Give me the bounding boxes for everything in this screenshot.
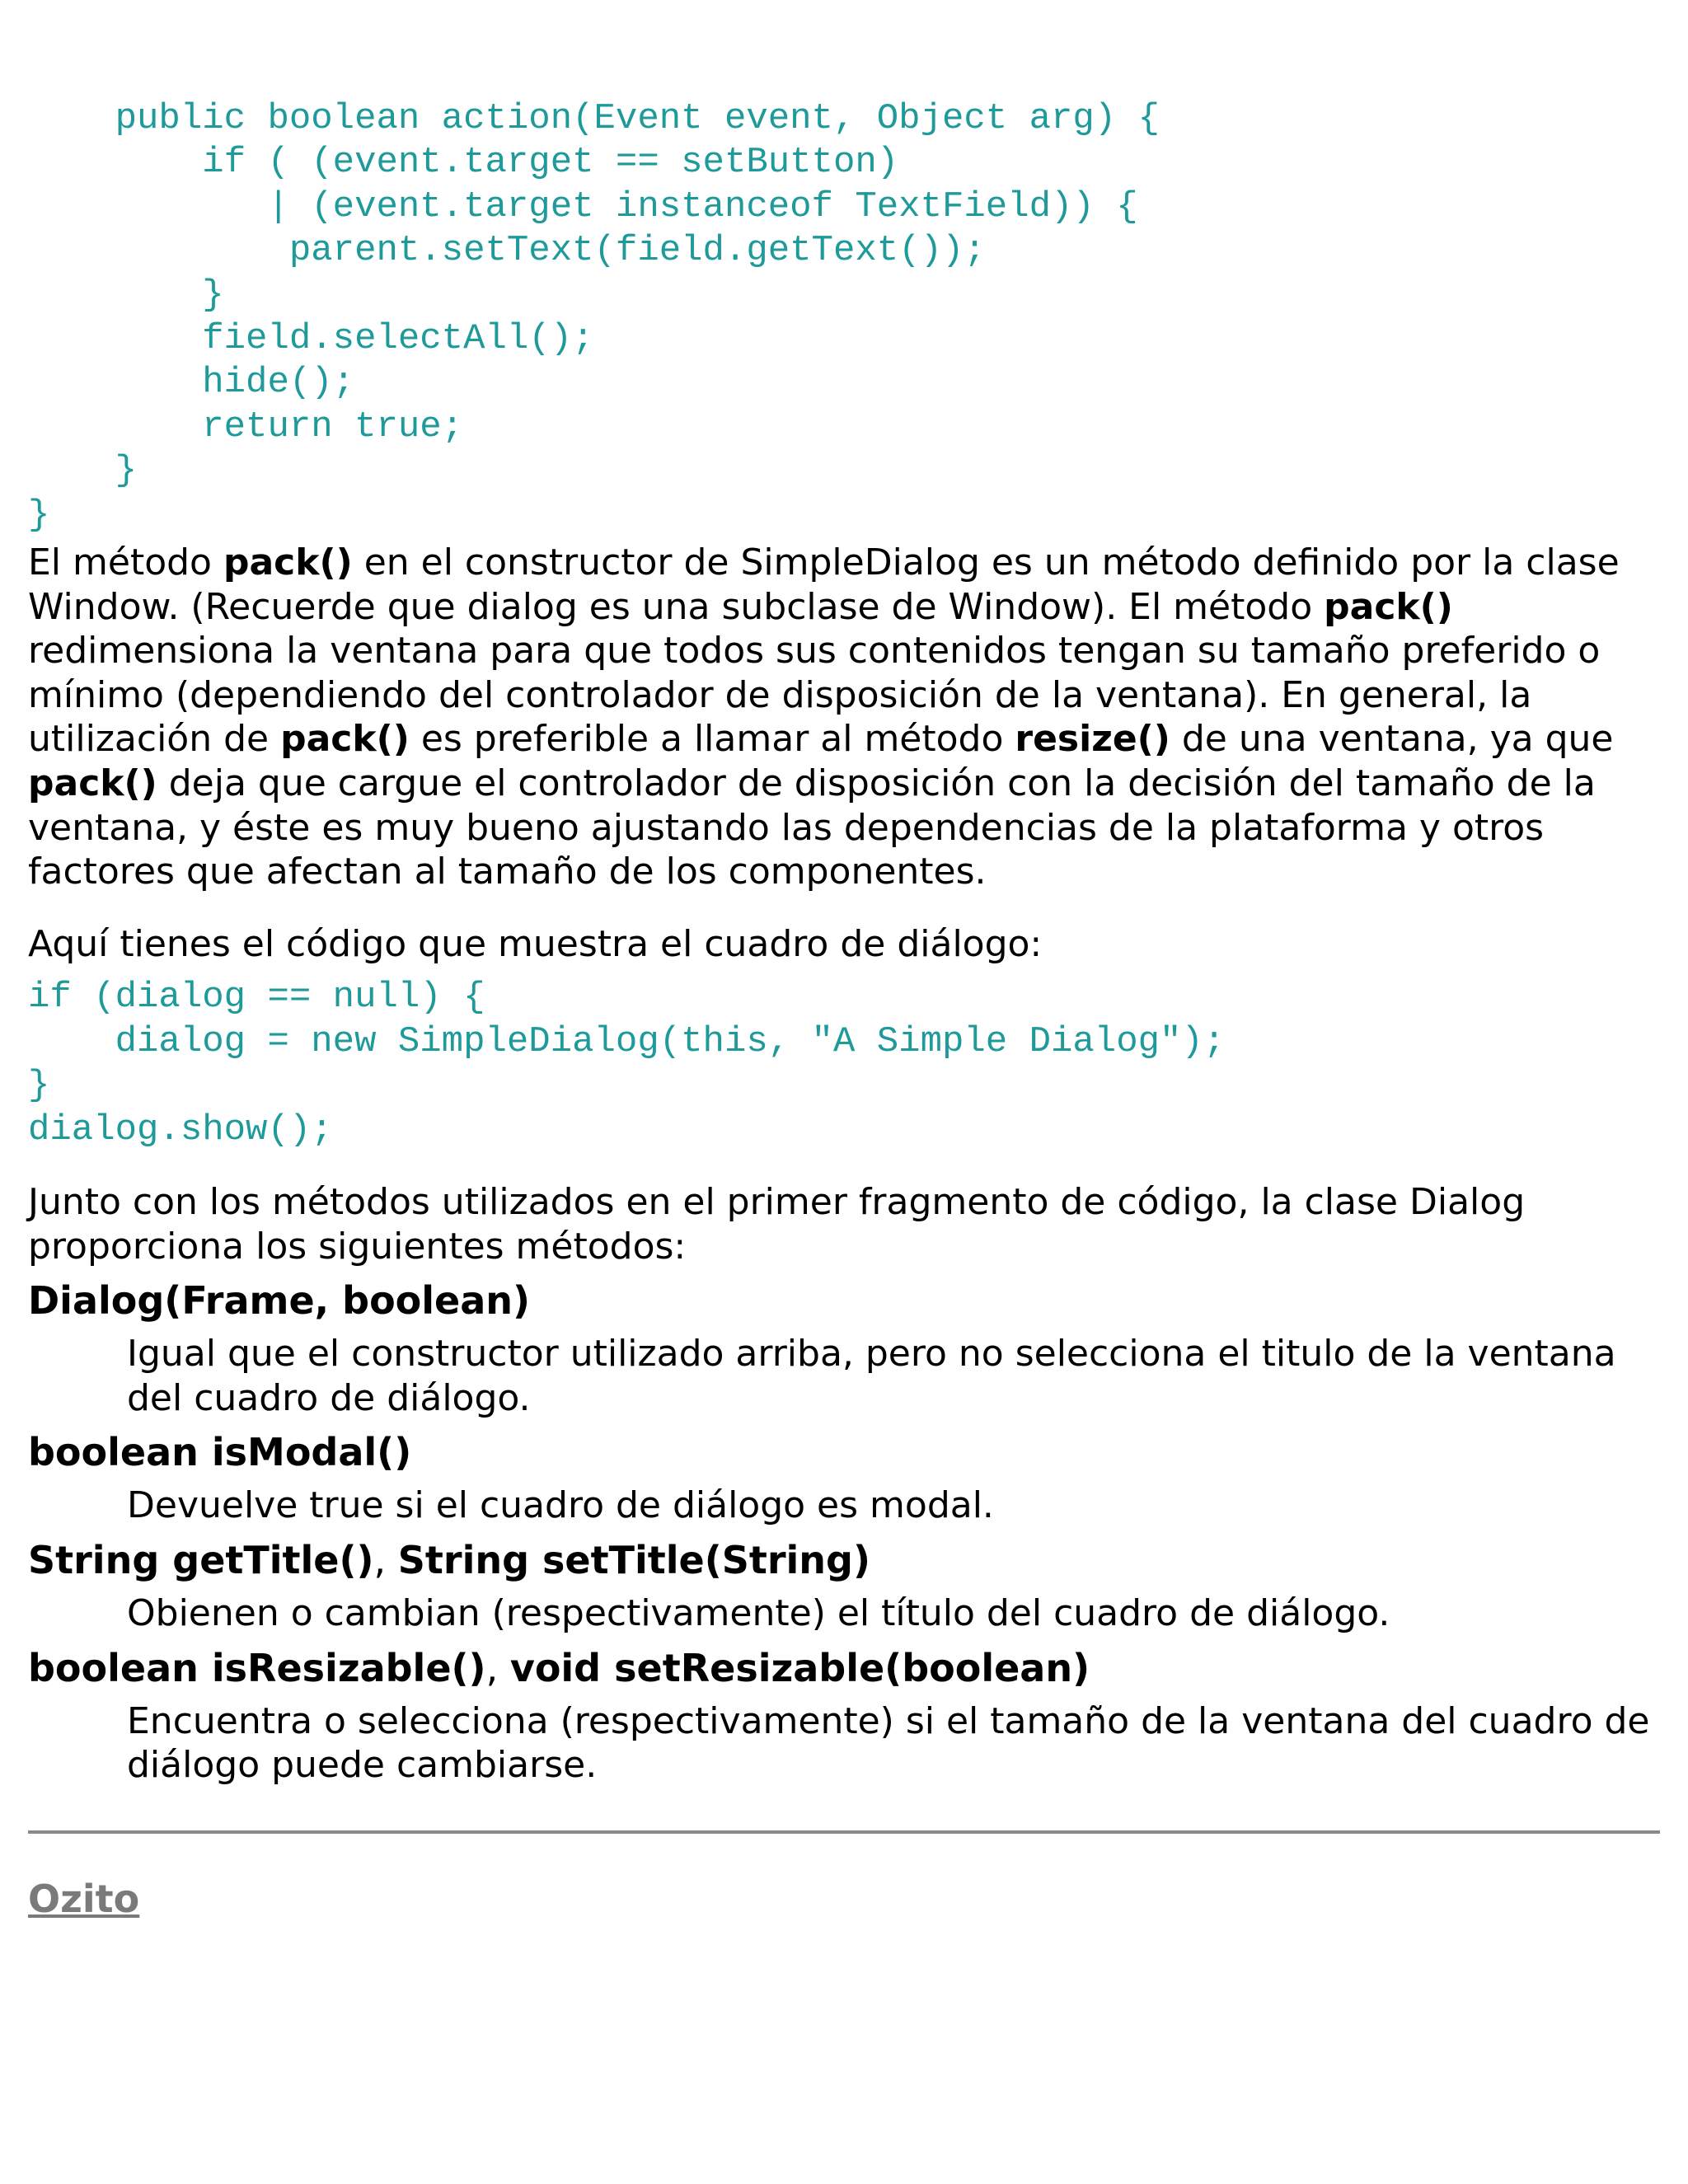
- text-run: es preferible a llamar al método: [409, 718, 1015, 761]
- signature-separator: ,: [373, 1538, 398, 1582]
- code-line: }: [28, 450, 138, 492]
- footer-link-ozito[interactable]: Ozito: [28, 1876, 140, 1921]
- code-line: field.selectAll();: [28, 318, 594, 360]
- code-line: }: [28, 274, 224, 316]
- signature-text: String getTitle(): [28, 1538, 374, 1582]
- text-run: El método: [28, 541, 223, 584]
- method-name-inline: pack(): [223, 541, 353, 584]
- spacer: [28, 894, 1660, 922]
- code-line: public boolean action(Event event, Object arg) {: [28, 98, 1160, 139]
- spacer: [28, 1797, 1660, 1830]
- document-page: [28, 97, 1660, 1921]
- code-line: if ( (event.target == setButton): [28, 142, 899, 184]
- code-block-show-dialog: [28, 976, 1660, 1152]
- method-description: Devuelve true si el cuadro de diálogo es modal.: [127, 1484, 994, 1527]
- spacer: [28, 1834, 1660, 1877]
- method-description: Encuentra o selecciona (respectivamente) si el tamaño de la ventana del cuadro de diálogo puede cambiarse.: [127, 1699, 1650, 1787]
- code-line: return true;: [28, 405, 464, 448]
- text-run: de una ventana, ya que: [1170, 718, 1614, 761]
- text-run: redimensiona la ventana para que todos sus contenidos tengan su tamaño preferido o mínimo (dependiendo del controlador de disposición de la ventana). En general, la utilización de: [28, 630, 1601, 761]
- code-line: }: [28, 1065, 50, 1107]
- paragraph-methods-intro: Junto con los métodos utilizados en el primer fragmento de código, la clase Dialog proporciona los siguientes métodos:: [28, 1181, 1526, 1268]
- method-signature: [28, 1278, 1660, 1324]
- text-run: deja que cargue el controlador de disposición con la decisión del tamaño de la ventana, y éste es muy bueno ajustando las dependencias de la plataforma y otros factores que afectan al tamaño de los componentes.: [28, 762, 1596, 893]
- signature-text: String setTitle(String): [397, 1538, 871, 1582]
- method-name-inline: pack(): [280, 718, 410, 761]
- signature-text: boolean isModal(): [28, 1430, 412, 1475]
- code-line: dialog.show();: [28, 1108, 333, 1151]
- code-line: parent.setText(field.getText());: [28, 230, 986, 272]
- method-signature: [28, 1430, 1660, 1475]
- method-name-inline: pack(): [28, 762, 157, 805]
- code-line: | (event.target instanceof TextField)) {: [28, 185, 1138, 227]
- method-name-inline: pack(): [1324, 585, 1453, 628]
- signature-text: boolean isResizable(): [28, 1645, 486, 1690]
- code-block-action-method: [28, 97, 1660, 537]
- method-signature: [28, 1538, 1660, 1583]
- method-description: Igual que el constructor utilizado arriba, pero no selecciona el titulo de la ventana del cuadro de diálogo.: [127, 1333, 1616, 1419]
- signature-text: void setResizable(boolean): [509, 1645, 1090, 1690]
- paragraph-pack-method: [28, 541, 1660, 894]
- method-description: Obienen o cambian (respectivamente) el título del cuadro de diálogo.: [127, 1592, 1390, 1634]
- code-line: hide();: [28, 362, 355, 404]
- code-line: dialog = new SimpleDialog(this, "A Simple Dialog");: [28, 1020, 1226, 1062]
- signature-text: Dialog(Frame, boolean): [28, 1278, 531, 1324]
- method-name-inline: resize(): [1015, 718, 1170, 761]
- method-list: [28, 1278, 1660, 1788]
- code-line: }: [28, 494, 50, 536]
- method-signature: [28, 1646, 1660, 1691]
- paragraph-show-intro: Aquí tienes el código que muestra el cuadro de diálogo:: [28, 922, 1043, 965]
- code-line: if (dialog == null) {: [28, 977, 485, 1019]
- signature-separator: ,: [485, 1645, 510, 1690]
- spacer: [28, 1152, 1660, 1180]
- text-run: en el constructor de SimpleDialog es un método definido por la clase Window. (Recuerde que dialog es una subclase de Window). El método: [28, 541, 1620, 628]
